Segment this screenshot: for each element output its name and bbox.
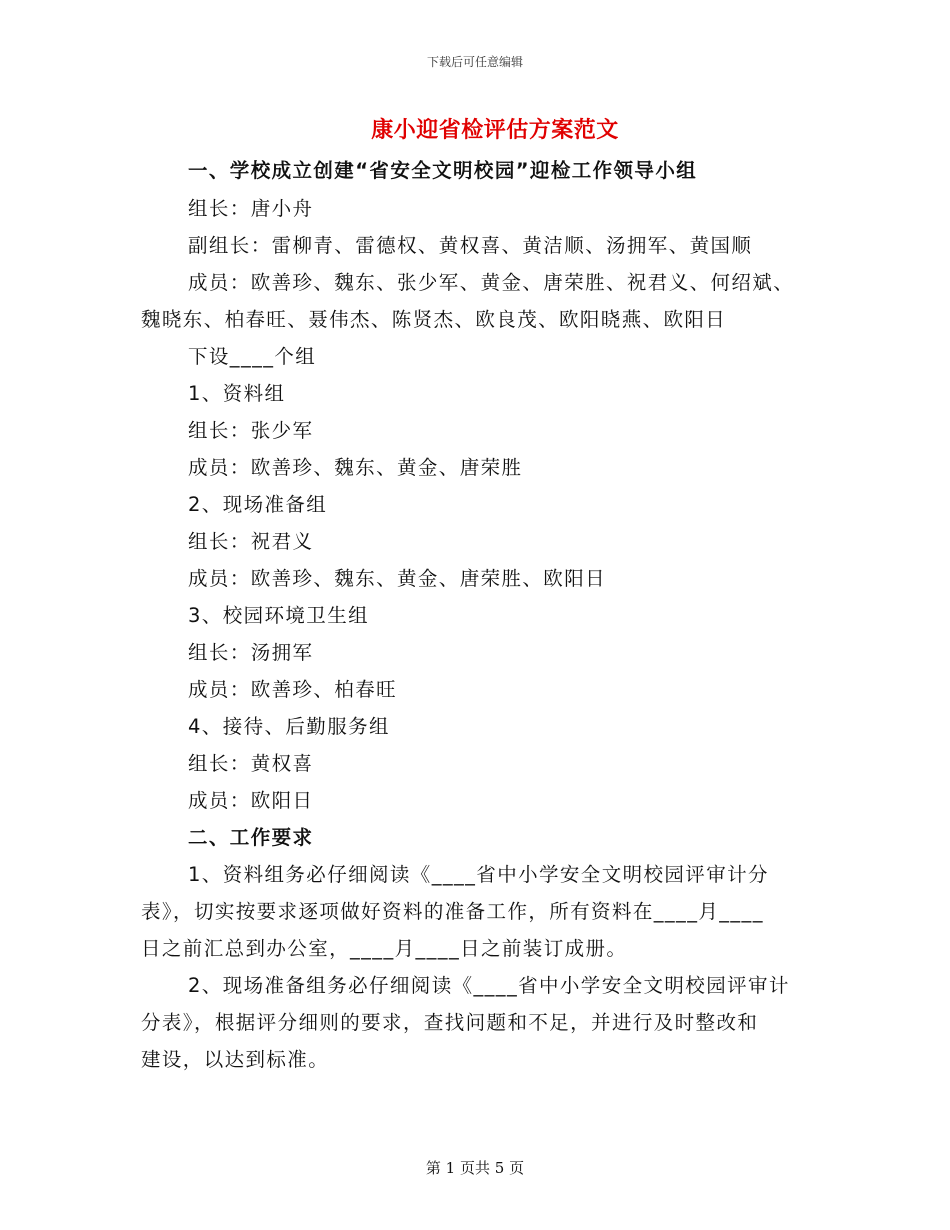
requirement-1-line-3: 日之前汇总到办公室，____月____日之前装订成册。	[141, 937, 628, 960]
requirement-1-line-2: 表》，切实按要求逐项做好资料的准备工作，所有资料在____月____	[141, 900, 764, 923]
environment-members: 成员：欧善珍、柏春旺	[188, 678, 398, 701]
requirement-2-line-3: 建设，以达到标准。	[141, 1048, 330, 1071]
group-heading-environment: 3、校园环境卫生组	[188, 604, 370, 627]
header-note: 下载后可任意编辑	[426, 55, 523, 69]
group-heading-reception: 4、接待、后勤服务组	[188, 715, 390, 738]
page-number: 第 1 页共 5 页	[425, 1159, 525, 1177]
requirement-2-line-2: 分表》，根据评分细则的要求，查找问题和不足，并进行及时整改和	[141, 1011, 759, 1034]
groups-count-line: 下设____个组	[188, 345, 317, 368]
requirement-1-line-1: 1、资料组务必仔细阅读《____省中小学安全文明校园评审计分	[188, 863, 769, 886]
section-heading-work-requirements: 二、工作要求	[188, 826, 314, 849]
members-continued-line: 魏晓东、柏春旺、聂伟杰、陈贤杰、欧良茂、欧阳晓燕、欧阳日	[141, 308, 727, 331]
reception-members: 成员：欧阳日	[188, 789, 314, 812]
onsite-leader: 组长：祝君义	[188, 530, 314, 553]
reception-leader: 组长：黄权喜	[188, 752, 314, 775]
environment-leader: 组长：汤拥军	[188, 641, 314, 664]
onsite-members: 成员：欧善珍、魏东、黄金、唐荣胜、欧阳日	[188, 567, 607, 590]
group-heading-onsite: 2、现场准备组	[188, 493, 328, 516]
document-title: 康小迎省检评估方案范文	[371, 118, 619, 143]
materials-leader: 组长：张少军	[188, 419, 314, 442]
group-heading-materials: 1、资料组	[188, 382, 286, 405]
materials-members: 成员：欧善珍、魏东、黄金、唐荣胜	[188, 456, 523, 479]
members-line: 成员：欧善珍、魏东、张少军、黄金、唐荣胜、祝君义、何绍斌、	[188, 271, 795, 294]
deputy-leaders-line: 副组长：雷柳青、雷德权、黄权喜、黄洁顺、汤拥军、黄国顺	[188, 234, 753, 257]
leader-line: 组长：唐小舟	[188, 197, 314, 220]
requirement-2-line-1: 2、现场准备组务必仔细阅读《____省中小学安全文明校园评审计	[188, 974, 790, 997]
section-heading-leadership-group: 一、学校成立创建“省安全文明校园”迎检工作领导小组	[188, 159, 698, 182]
